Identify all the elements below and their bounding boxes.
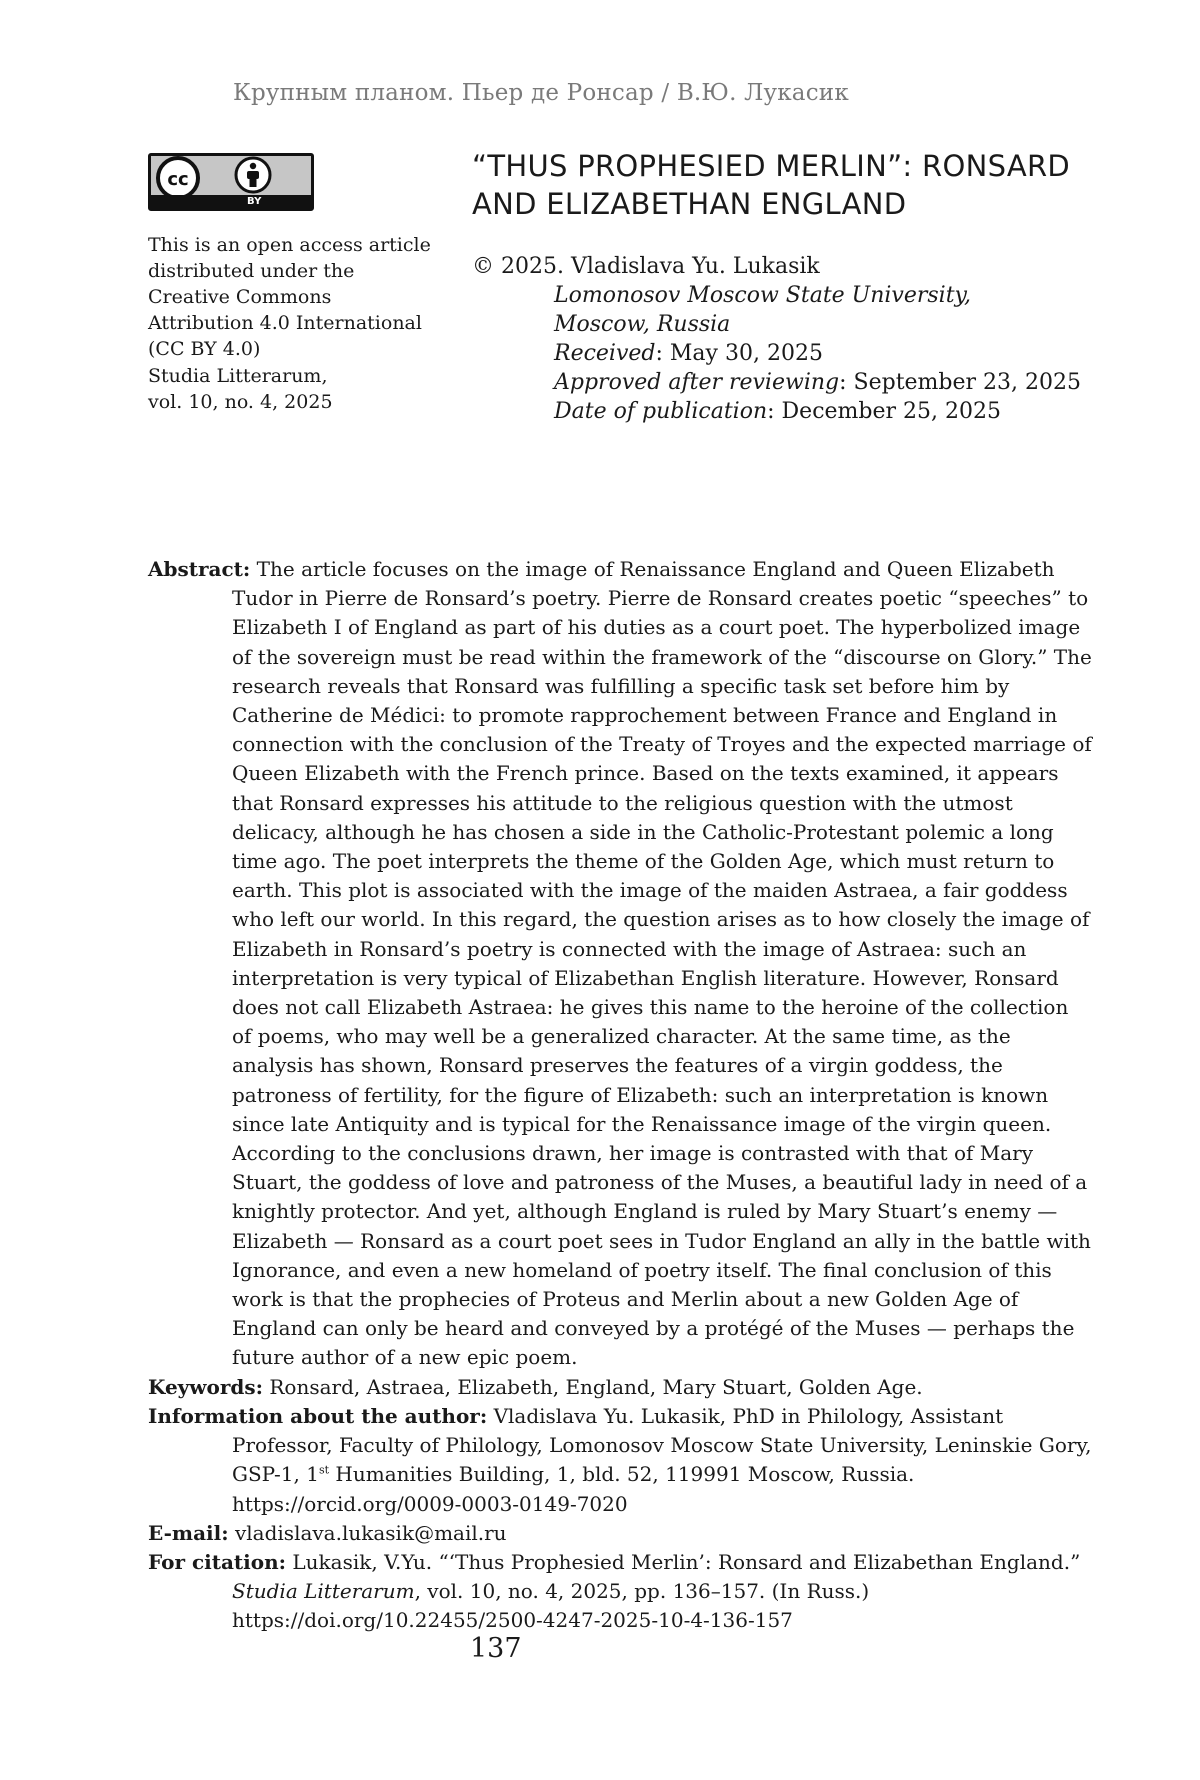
journal-name: Studia Litterarum, [148,365,328,387]
running-head: Крупным планом. Пьер де Ронсар / В.Ю. Лукасик [233,80,849,106]
approved-date: Approved after reviewing: September 23, 2025 [554,370,1081,395]
abstract [148,555,1093,1373]
journal-reference [148,363,333,415]
keywords-label: Keywords: [148,1374,264,1399]
citation: For citation: Lukasik, V.Yu. “‘Thus Prophesied Merlin’: Ronsard and Elizabethan England.” Studia Litterarum, vol. 10, no. 4, 2025, pp. 136–157. (In Russ.) https://doi.org/10.22455/2500-4247-2025-10-4-136-157 [148,1549,1081,1633]
cc-by-license-badge[interactable] [148,153,314,211]
email-link[interactable]: vladislava.lukasik@mail.ru [228,1520,507,1545]
doi-link[interactable]: https://doi.org/10.22455/2500-4247-2025-10-4-136-157 [232,1608,793,1633]
affiliation-city: Moscow, Russia [554,312,731,337]
email-label: E-mail: [148,1520,229,1545]
email [148,1519,1093,1548]
author-information: Information about the author: Vladislava Yu. Lukasik, PhD in Philology, Assistant Professor, Faculty of Philology, Lomonosov Moscow State University, Leninskie Gory, GSP-1, 1st Humanities Building, 1, bld. 52, 119991 Moscow, Russia. https://orcid.org/0009-0003-0149-7020 [148,1403,1092,1516]
citation-journal: Studia Litterarum [232,1579,415,1604]
attribution-person-icon [233,155,273,195]
affiliation: Lomonosov Moscow State University, [554,283,972,308]
citation-label: For citation: [148,1549,287,1574]
abstract-label: Abstract: [148,557,251,581]
by-label: BY [247,196,262,207]
abstract-text: The article focuses on the image of Renaissance England and Queen Elizabeth Tudor in Pierre de Ronsard’s poetry. Pierre de Ronsard creates poetic “speeches” to Elizabeth I of England as part of his duties as a court poet. The hyperbolized image of the sovereign must be read within the framework of the “discourse on Glory.” The research reveals that Ronsard was fulfilling a specific task set before him by Catherine de Médici: to promote rapprochement between France and England in connection with the conclusion of the Treaty of Troyes and the expected marriage of Queen Elizabeth with the French prince. Based on the texts examined, it appears that Ronsard expresses his attitude to the religious question with the utmost delicacy, although he has chosen a side in the Catholic-Protestant polemic a long time ago. The poet interprets the theme of the Golden Age, which must return to earth. This plot is associated with the image of the maiden Astraea, a fair goddess who left our world. In this regard, the question arises as to how closely the image of Elizabeth in Ronsard’s poetry is connected with the image of Astraea: such an interpretation is very typical of Elizabethan English literature. However, Ronsard does not call Elizabeth Astraea: he gives this name to the heroine of the collection of poems, who may well be a generalized character. At the same time, as the analysis has shown, Ronsard preserves the features of a virgin goddess, the patroness of fertility, for the figure of Elizabeth: such an interpretation is known since late Antiquity and is typical for the Renaissance image of the virgin queen. According to the conclusions drawn, her image is contrasted with that of Mary Stuart, the goddess of love and patroness of the Muses, a beautiful lady in need of a knightly protector. And yet, although England is ruled by Mary Stuart’s enemy — Elizabeth — Ronsard as a court poet sees in Tudor England an ally in the battle with Ignorance, and even a new homeland of poetry itself. The final conclusion of this work is that the prophecies of Proteus and Merlin about a new Golden Age of England can only be heard and conveyed by a protégé of the Muses — perhaps the future author of a new epic poem. [232,557,1092,1370]
license-text: This is an open access article distributed under the Creative Commons Attribution 4.0 International (CC BY 4.0) [148,234,431,360]
keywords [148,1373,1093,1402]
publication-date: Date of publication: December 25, 2025 [554,399,1001,424]
article-title: “THUS PROPHESIED MERLIN”: RONSARD AND ELIZABETHAN ENGLAND [472,149,1071,221]
orcid-link[interactable]: https://orcid.org/0009-0003-0149-7020 [232,1491,628,1516]
author-line: © 2025. Vladislava Yu. Lukasik [472,254,820,279]
article-meta [472,252,1081,426]
received-date: Received: May 30, 2025 [554,341,823,366]
license-note [148,232,438,362]
keywords-text: Ronsard, Astraea, Elizabeth, England, Mary Stuart, Golden Age. [263,1374,923,1399]
author-info-label: Information about the author: [148,1403,488,1428]
page-number: 137 [470,1633,522,1664]
svg-text:cc: cc [167,169,189,190]
journal-volume: vol. 10, no. 4, 2025 [148,391,333,413]
article-front-matter [148,555,1093,1636]
badge-strip [151,195,311,208]
